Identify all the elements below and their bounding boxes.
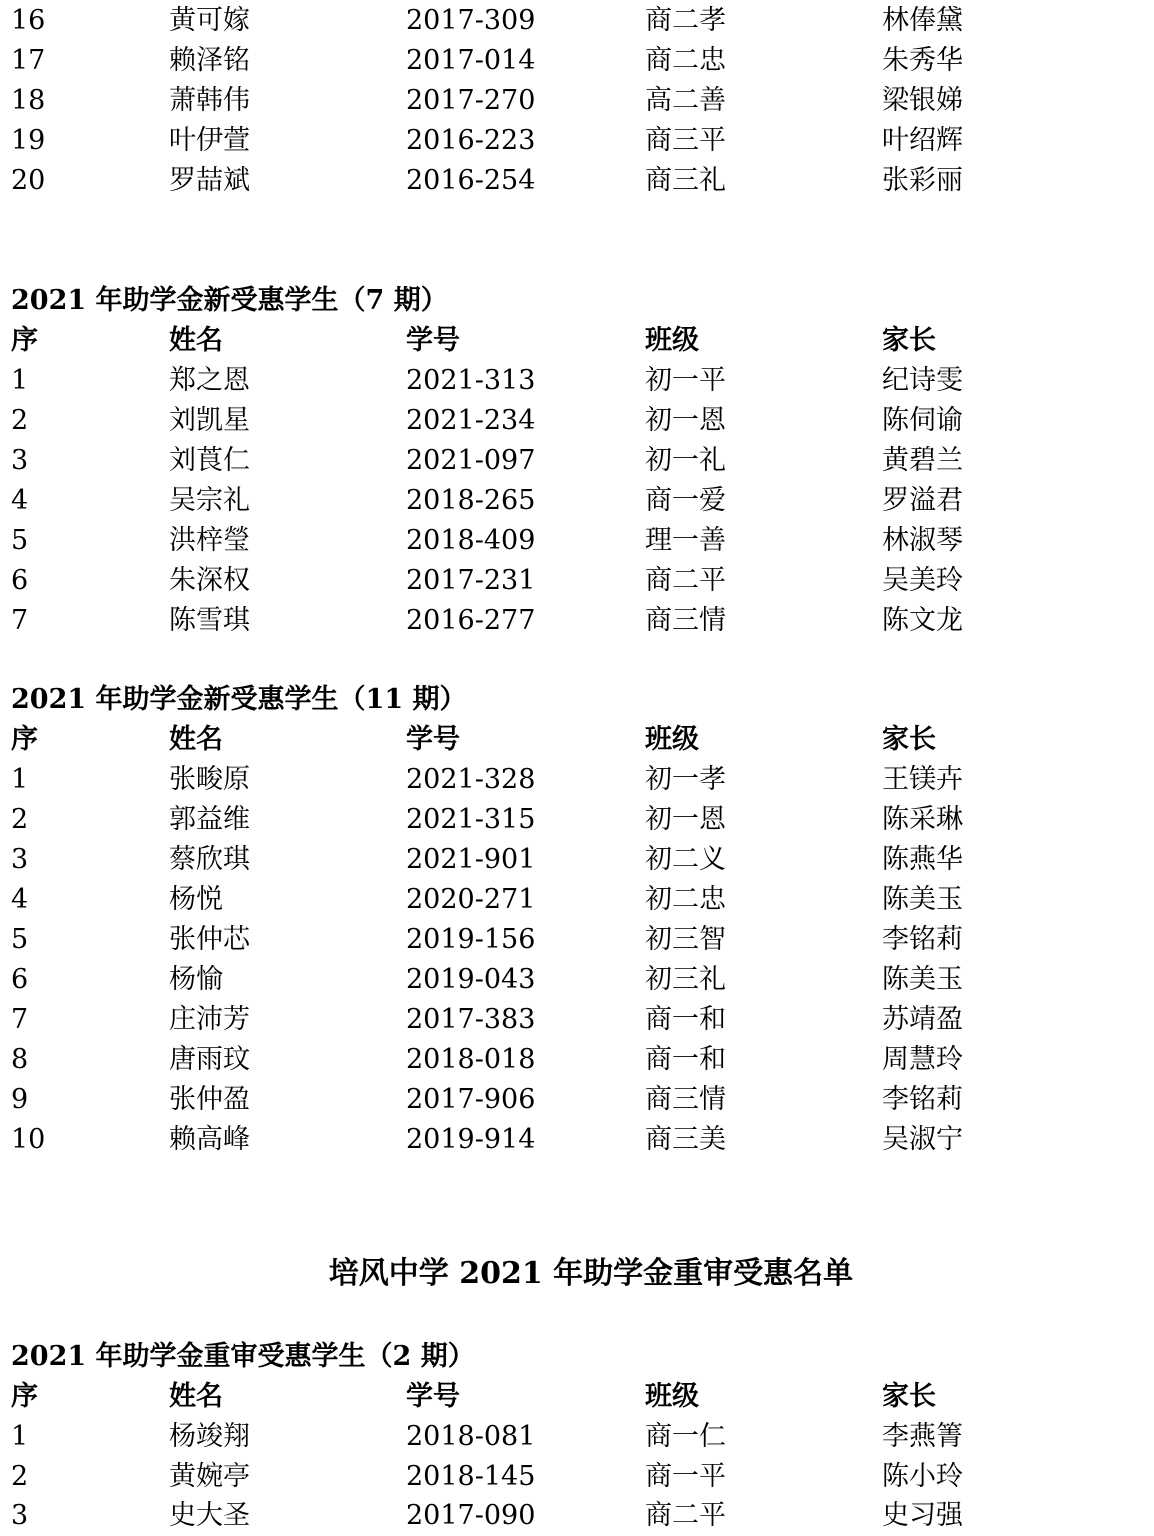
- name-cell: 郑之恩: [169, 365, 250, 396]
- class-cell: 商二平: [645, 565, 726, 596]
- student-id-cell: 2016-277: [406, 605, 536, 636]
- header-seq: 序: [11, 1381, 38, 1412]
- header-name: 姓名: [169, 325, 223, 356]
- section-title-11: 2021 年助学金新受惠学生（11 期）: [11, 684, 467, 715]
- class-cell: 商三情: [645, 1084, 726, 1115]
- seq-cell: 10: [11, 1124, 46, 1155]
- seq-cell: 16: [11, 5, 46, 36]
- parent-cell: 吴美玲: [882, 565, 963, 596]
- name-cell: 吴宗礼: [169, 485, 250, 516]
- student-id-cell: 2017-270: [406, 85, 536, 116]
- table-row: [0, 1, 1154, 41]
- name-cell: 朱深权: [169, 565, 250, 596]
- parent-cell: 陈燕华: [882, 844, 963, 875]
- student-id-cell: 2018-145: [406, 1461, 536, 1492]
- parent-cell: 张彩丽: [882, 165, 963, 196]
- student-id-cell: 2018-265: [406, 485, 536, 516]
- header-student-id: 学号: [406, 724, 460, 755]
- name-cell: 萧韩伟: [169, 85, 250, 116]
- parent-cell: 叶绍辉: [882, 125, 963, 156]
- seq-cell: 4: [11, 485, 29, 516]
- seq-cell: 3: [11, 1500, 29, 1531]
- name-cell: 叶伊萱: [169, 125, 250, 156]
- name-cell: 郭益维: [169, 804, 250, 835]
- student-id-cell: 2021-315: [406, 804, 536, 835]
- student-id-cell: 2021-901: [406, 844, 536, 875]
- name-cell: 蔡欣琪: [169, 844, 250, 875]
- parent-cell: 陈文龙: [882, 605, 963, 636]
- seq-cell: 9: [11, 1084, 29, 1115]
- name-cell: 史大圣: [169, 1500, 250, 1531]
- table-row: [0, 1457, 1154, 1497]
- student-id-cell: 2021-328: [406, 764, 536, 795]
- name-cell: 刘凯星: [169, 405, 250, 436]
- name-cell: 陈雪琪: [169, 605, 250, 636]
- name-cell: 张仲芯: [169, 924, 250, 955]
- student-id-cell: 2017-309: [406, 5, 536, 36]
- seq-cell: 1: [11, 1421, 29, 1452]
- header-seq: 序: [11, 724, 38, 755]
- header-class: 班级: [645, 724, 699, 755]
- parent-cell: 纪诗雯: [882, 365, 963, 396]
- seq-cell: 5: [11, 525, 29, 556]
- class-cell: 商一平: [645, 1461, 726, 1492]
- table-row: [0, 880, 1154, 920]
- parent-cell: 林俸黛: [882, 5, 963, 36]
- parent-cell: 史习强: [882, 1500, 963, 1531]
- seq-cell: 1: [11, 365, 29, 396]
- table-row: [0, 441, 1154, 481]
- name-cell: 赖泽铭: [169, 45, 250, 76]
- header-name: 姓名: [169, 1381, 223, 1412]
- name-cell: 刘莨仁: [169, 445, 250, 476]
- name-cell: 洪梓瑩: [169, 525, 250, 556]
- student-id-cell: 2017-383: [406, 1004, 536, 1035]
- parent-cell: 苏靖盈: [882, 1004, 963, 1035]
- table-row: [0, 1120, 1154, 1160]
- student-id-cell: 2021-097: [406, 445, 536, 476]
- class-cell: 商二忠: [645, 45, 726, 76]
- table-row: [0, 121, 1154, 161]
- class-cell: 初一孝: [645, 764, 726, 795]
- name-cell: 杨悦: [169, 884, 223, 915]
- student-id-cell: 2019-043: [406, 964, 536, 995]
- name-cell: 庄沛芳: [169, 1004, 250, 1035]
- name-cell: 张仲盈: [169, 1084, 250, 1115]
- class-cell: 商三礼: [645, 165, 726, 196]
- seq-cell: 3: [11, 445, 29, 476]
- section-title-review-2: 2021 年助学金重审受惠学生（2 期）: [11, 1341, 475, 1372]
- class-cell: 初三礼: [645, 964, 726, 995]
- header-name: 姓名: [169, 724, 223, 755]
- seq-cell: 5: [11, 924, 29, 955]
- parent-cell: 王镁卉: [882, 764, 963, 795]
- student-id-cell: 2018-081: [406, 1421, 536, 1452]
- header-parent: 家长: [882, 1381, 936, 1412]
- seq-cell: 18: [11, 85, 46, 116]
- class-cell: 商三平: [645, 125, 726, 156]
- table-row: [0, 1417, 1154, 1457]
- seq-cell: 19: [11, 125, 46, 156]
- class-cell: 商三情: [645, 605, 726, 636]
- class-cell: 初一礼: [645, 445, 726, 476]
- parent-cell: 周慧玲: [882, 1044, 963, 1075]
- table-row: [0, 1000, 1154, 1040]
- seq-cell: 6: [11, 964, 29, 995]
- table-row: [0, 561, 1154, 601]
- parent-cell: 林淑琴: [882, 525, 963, 556]
- student-id-cell: 2019-156: [406, 924, 536, 955]
- parent-cell: 陈采琳: [882, 804, 963, 835]
- seq-cell: 3: [11, 844, 29, 875]
- table-row: [0, 960, 1154, 1000]
- document-title: 培风中学 2021 年助学金重审受惠名单: [328, 1256, 854, 1291]
- parent-cell: 陈美玉: [882, 884, 963, 915]
- parent-cell: 梁银娣: [882, 85, 963, 116]
- seq-cell: 7: [11, 605, 29, 636]
- class-cell: 初二义: [645, 844, 726, 875]
- student-id-cell: 2019-914: [406, 1124, 536, 1155]
- parent-cell: 陈小玲: [882, 1461, 963, 1492]
- header-parent: 家长: [882, 724, 936, 755]
- table-row: [0, 361, 1154, 401]
- seq-cell: 2: [11, 804, 29, 835]
- seq-cell: 2: [11, 1461, 29, 1492]
- table-row: [0, 481, 1154, 521]
- table-row: [0, 1080, 1154, 1120]
- class-cell: 商一和: [645, 1044, 726, 1075]
- student-id-cell: 2017-906: [406, 1084, 536, 1115]
- name-cell: 杨竣翔: [169, 1421, 250, 1452]
- parent-cell: 李铭莉: [882, 924, 963, 955]
- table-row: [0, 601, 1154, 641]
- header-class: 班级: [645, 1381, 699, 1412]
- student-id-cell: 2017-090: [406, 1500, 536, 1531]
- parent-cell: 黄碧兰: [882, 445, 963, 476]
- student-id-cell: 2020-271: [406, 884, 536, 915]
- header-student-id: 学号: [406, 325, 460, 356]
- student-id-cell: 2021-234: [406, 405, 536, 436]
- class-cell: 初三智: [645, 924, 726, 955]
- table-row: [0, 1040, 1154, 1080]
- class-cell: 商一仁: [645, 1421, 726, 1452]
- table-row: [0, 840, 1154, 880]
- class-cell: 商一和: [645, 1004, 726, 1035]
- header-seq: 序: [11, 325, 38, 356]
- parent-cell: 罗溢君: [882, 485, 963, 516]
- name-cell: 黄可嫁: [169, 5, 250, 36]
- student-id-cell: 2017-014: [406, 45, 536, 76]
- parent-cell: 李燕箐: [882, 1421, 963, 1452]
- seq-cell: 20: [11, 165, 46, 196]
- header-student-id: 学号: [406, 1381, 460, 1412]
- student-id-cell: 2018-018: [406, 1044, 536, 1075]
- table-row: [0, 81, 1154, 121]
- student-id-cell: 2018-409: [406, 525, 536, 556]
- seq-cell: 4: [11, 884, 29, 915]
- class-cell: 商二孝: [645, 5, 726, 36]
- parent-cell: 李铭莉: [882, 1084, 963, 1115]
- class-cell: 初二忠: [645, 884, 726, 915]
- name-cell: 张畯原: [169, 764, 250, 795]
- seq-cell: 2: [11, 405, 29, 436]
- header-class: 班级: [645, 325, 699, 356]
- class-cell: 理一善: [645, 525, 726, 556]
- name-cell: 唐雨玟: [169, 1044, 250, 1075]
- table-header-row: [0, 1377, 1154, 1417]
- student-id-cell: 2016-223: [406, 125, 536, 156]
- class-cell: 初一恩: [645, 405, 726, 436]
- class-cell: 高二善: [645, 85, 726, 116]
- table-row: [0, 41, 1154, 81]
- table-row: [0, 401, 1154, 441]
- table-header-row: [0, 720, 1154, 760]
- student-id-cell: 2021-313: [406, 365, 536, 396]
- table-row: [0, 521, 1154, 561]
- class-cell: 商二平: [645, 1500, 726, 1531]
- parent-cell: 陈伺谕: [882, 405, 963, 436]
- table-row: [0, 760, 1154, 800]
- seq-cell: 7: [11, 1004, 29, 1035]
- class-cell: 商三美: [645, 1124, 726, 1155]
- parent-cell: 吴淑宁: [882, 1124, 963, 1155]
- name-cell: 罗喆斌: [169, 165, 250, 196]
- class-cell: 商一爱: [645, 485, 726, 516]
- name-cell: 黄婉亭: [169, 1461, 250, 1492]
- seq-cell: 17: [11, 45, 46, 76]
- table-header-row: [0, 321, 1154, 361]
- class-cell: 初一恩: [645, 804, 726, 835]
- table-row: [0, 161, 1154, 201]
- section-title-7: 2021 年助学金新受惠学生（7 期）: [11, 285, 448, 316]
- header-parent: 家长: [882, 325, 936, 356]
- name-cell: 杨愉: [169, 964, 223, 995]
- table-row: [0, 800, 1154, 840]
- table-row: [0, 920, 1154, 960]
- student-id-cell: 2017-231: [406, 565, 536, 596]
- seq-cell: 8: [11, 1044, 29, 1075]
- class-cell: 初一平: [645, 365, 726, 396]
- parent-cell: 朱秀华: [882, 45, 963, 76]
- student-id-cell: 2016-254: [406, 165, 536, 196]
- parent-cell: 陈美玉: [882, 964, 963, 995]
- name-cell: 赖高峰: [169, 1124, 250, 1155]
- seq-cell: 1: [11, 764, 29, 795]
- seq-cell: 6: [11, 565, 29, 596]
- table-row: [0, 1496, 1154, 1536]
